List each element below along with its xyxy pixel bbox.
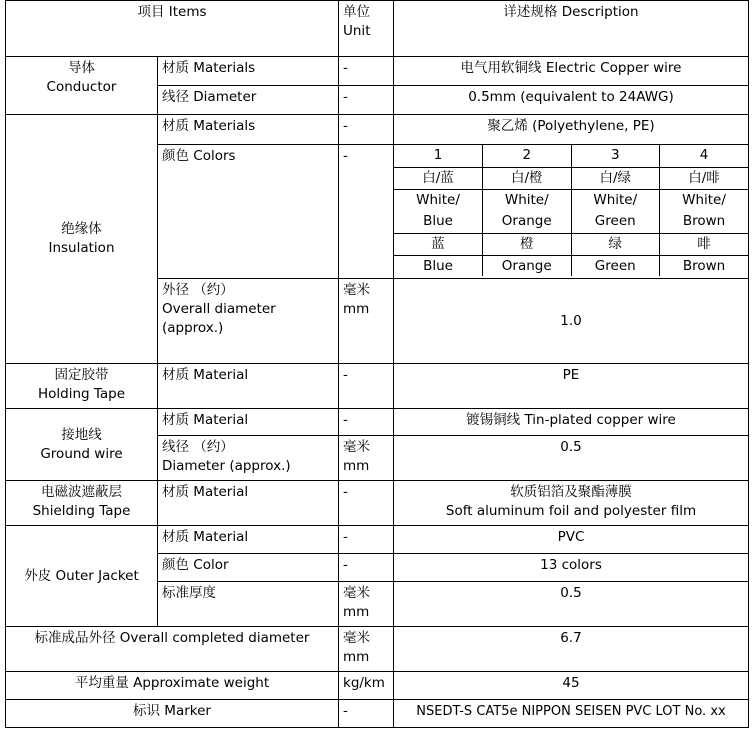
insulation-diameter-label-en: Overall diameter bbox=[162, 301, 276, 317]
unit-cn: 毫米 bbox=[343, 630, 370, 646]
ground-wire-diameter-unit bbox=[339, 436, 394, 481]
single-color-en-row bbox=[394, 255, 748, 276]
outer-jacket-material-row bbox=[6, 526, 749, 554]
header-row bbox=[6, 1, 749, 57]
header-unit-en: Unit bbox=[343, 23, 371, 39]
ground-wire-label-en: Ground wire bbox=[40, 445, 123, 462]
color-pair-cn-row bbox=[394, 167, 748, 189]
pair-color-en-line1: White/ bbox=[504, 191, 549, 208]
insulation-colors-unit: - bbox=[339, 145, 394, 279]
insulation-diameter-label bbox=[158, 279, 339, 364]
holding-tape-value: PE bbox=[394, 364, 749, 409]
pair-number: 1 bbox=[394, 145, 483, 167]
conductor-label-en: Conductor bbox=[46, 79, 117, 95]
insulation-diameter-value: 1.0 bbox=[394, 279, 749, 364]
conductor-materials-unit: - bbox=[339, 57, 394, 86]
unit-cn: 毫米 bbox=[343, 585, 370, 601]
overall-diameter-row bbox=[6, 627, 749, 672]
ground-wire-diameter-label bbox=[158, 436, 339, 481]
insulation-label-en: Insulation bbox=[48, 240, 115, 256]
header-unit bbox=[339, 1, 394, 57]
ground-wire-material-value: 镀锡铜线 Tin-plated copper wire bbox=[394, 409, 749, 436]
conductor-diameter-label: 线径 Diameter bbox=[158, 86, 339, 115]
pair-number: 3 bbox=[571, 145, 660, 167]
color-pair-number-row bbox=[394, 145, 748, 167]
insulation-colors-cell bbox=[394, 145, 749, 279]
shielding-label-en: Shielding Tape bbox=[32, 503, 131, 519]
marker-row bbox=[6, 700, 749, 728]
unit-en: mm bbox=[343, 458, 370, 474]
ground-wire-diameter-label-en: Diameter (approx.) bbox=[162, 458, 291, 474]
single-color-cn: 啡 bbox=[660, 233, 749, 255]
unit-cn: 毫米 bbox=[343, 439, 370, 455]
pair-color-en bbox=[571, 189, 660, 233]
pair-color-cn: 白/啡 bbox=[660, 167, 749, 189]
shielding-value bbox=[394, 481, 749, 526]
shielding-material-label: 材质 Material bbox=[158, 481, 339, 526]
ground-wire-material-unit: - bbox=[339, 409, 394, 436]
insulation-materials-value: 聚乙烯 (Polyethylene, PE) bbox=[394, 115, 749, 145]
shielding-label bbox=[6, 481, 158, 526]
pair-color-en-line2: Brown bbox=[682, 212, 726, 229]
outer-jacket-color-value: 13 colors bbox=[394, 554, 749, 582]
pair-color-cn: 白/蓝 bbox=[394, 167, 483, 189]
unit-en: mm bbox=[343, 301, 370, 317]
pair-color-cn: 白/橙 bbox=[483, 167, 572, 189]
pair-color-en-line1: White/ bbox=[682, 191, 726, 208]
insulation-materials-row bbox=[6, 115, 749, 145]
conductor-materials-row bbox=[6, 57, 749, 86]
holding-tape-material-label: 材质 Material bbox=[158, 364, 339, 409]
single-color-cn: 橙 bbox=[483, 233, 572, 255]
pair-color-cn: 白/绿 bbox=[571, 167, 660, 189]
conductor-label-cn: 导体 bbox=[68, 60, 95, 76]
spec-table bbox=[5, 0, 749, 728]
weight-label: 平均重量 Approximate weight bbox=[6, 672, 339, 700]
outer-jacket-material-value: PVC bbox=[394, 526, 749, 554]
shielding-label-cn: 电磁波遮蔽层 bbox=[41, 484, 122, 500]
single-color-en: Blue bbox=[423, 257, 453, 274]
single-color-en: Green bbox=[571, 255, 660, 276]
holding-tape-unit: - bbox=[339, 364, 394, 409]
ground-wire-diameter-label-cn: 线径 （约） bbox=[162, 439, 234, 455]
holding-tape-row bbox=[6, 364, 749, 409]
unit-cn: 毫米 bbox=[343, 282, 370, 298]
marker-value: NSEDT-S CAT5e NIPPON SEISEN PVC LOT No. xx bbox=[394, 700, 749, 728]
outer-jacket-color-unit: - bbox=[339, 554, 394, 582]
insulation-materials-label: 材质 Materials bbox=[158, 115, 339, 145]
holding-tape-label bbox=[6, 364, 158, 409]
header-item: 项目 Items bbox=[6, 1, 339, 57]
insulation-label bbox=[6, 115, 158, 364]
pair-color-en bbox=[394, 189, 483, 233]
unit-en: mm bbox=[343, 649, 370, 665]
pair-color-en-line1: White/ bbox=[416, 191, 460, 208]
shielding-value-en: Soft aluminum foil and polyester film bbox=[445, 503, 697, 519]
conductor-materials-value: 电气用软铜线 Electric Copper wire bbox=[394, 57, 749, 86]
outer-jacket-thickness-unit bbox=[339, 582, 394, 627]
conductor-diameter-unit: - bbox=[339, 86, 394, 115]
shielding-unit: - bbox=[339, 481, 394, 526]
holding-tape-label-en: Holding Tape bbox=[37, 386, 126, 402]
overall-diameter-unit bbox=[339, 627, 394, 672]
ground-wire-diameter-value: 0.5 bbox=[394, 436, 749, 481]
pair-number: 4 bbox=[660, 145, 749, 167]
shielding-row bbox=[6, 481, 749, 526]
outer-jacket-material-unit: - bbox=[339, 526, 394, 554]
pair-color-en-line2: Orange bbox=[501, 212, 552, 229]
insulation-materials-unit: - bbox=[339, 115, 394, 145]
single-color-cn-row bbox=[394, 233, 748, 255]
header-unit-cn: 单位 bbox=[343, 4, 370, 20]
overall-diameter-label: 标准成品外径 Overall completed diameter bbox=[6, 627, 339, 672]
marker-unit: - bbox=[339, 700, 394, 728]
outer-jacket-label: 外皮 Outer Jacket bbox=[6, 526, 158, 627]
unit-en: mm bbox=[343, 604, 370, 620]
ground-wire-material-label: 材质 Material bbox=[158, 409, 339, 436]
weight-value: 45 bbox=[394, 672, 749, 700]
insulation-diameter-unit bbox=[339, 279, 394, 364]
pair-number: 2 bbox=[483, 145, 572, 167]
ground-wire-label-cn: 接地线 bbox=[61, 426, 102, 443]
ground-wire-material-row bbox=[6, 409, 749, 436]
conductor-label bbox=[6, 57, 158, 115]
pair-color-en bbox=[483, 189, 572, 233]
color-code-table bbox=[394, 145, 748, 276]
single-color-cn: 绿 bbox=[571, 233, 660, 255]
pair-color-en bbox=[660, 189, 749, 233]
insulation-diameter-label-cn: 外径 （约） bbox=[162, 282, 234, 298]
insulation-colors-label: 颜色 Colors bbox=[158, 145, 339, 279]
header-description: 详述规格 Description bbox=[394, 1, 749, 57]
insulation-label-cn: 绝缘体 bbox=[61, 221, 102, 237]
outer-jacket-thickness-value: 0.5 bbox=[394, 582, 749, 627]
weight-unit: kg/km bbox=[339, 672, 394, 700]
single-color-cn: 蓝 bbox=[394, 233, 483, 255]
outer-jacket-material-label: 材质 Material bbox=[158, 526, 339, 554]
shielding-value-cn: 软质铝箔及聚酯薄膜 bbox=[510, 484, 632, 500]
conductor-diameter-value: 0.5mm (equivalent to 24AWG) bbox=[394, 86, 749, 115]
pair-color-en-line2: Green bbox=[594, 212, 636, 229]
pair-color-en-line1: White/ bbox=[593, 191, 638, 208]
ground-wire-label bbox=[6, 409, 158, 481]
conductor-materials-label: 材质 Materials bbox=[158, 57, 339, 86]
marker-label: 标识 Marker bbox=[6, 700, 339, 728]
color-pair-en-row bbox=[394, 189, 748, 233]
weight-row bbox=[6, 672, 749, 700]
single-color-en: Orange bbox=[483, 255, 572, 276]
single-color-en: Brown bbox=[660, 255, 749, 276]
insulation-diameter-label-approx: (approx.) bbox=[162, 320, 224, 336]
outer-jacket-thickness-label: 标准厚度 bbox=[158, 582, 339, 627]
outer-jacket-color-label: 颜色 Color bbox=[158, 554, 339, 582]
pair-color-en-line2: Blue bbox=[423, 212, 453, 229]
overall-diameter-value: 6.7 bbox=[394, 627, 749, 672]
holding-tape-label-cn: 固定胶带 bbox=[54, 367, 109, 383]
